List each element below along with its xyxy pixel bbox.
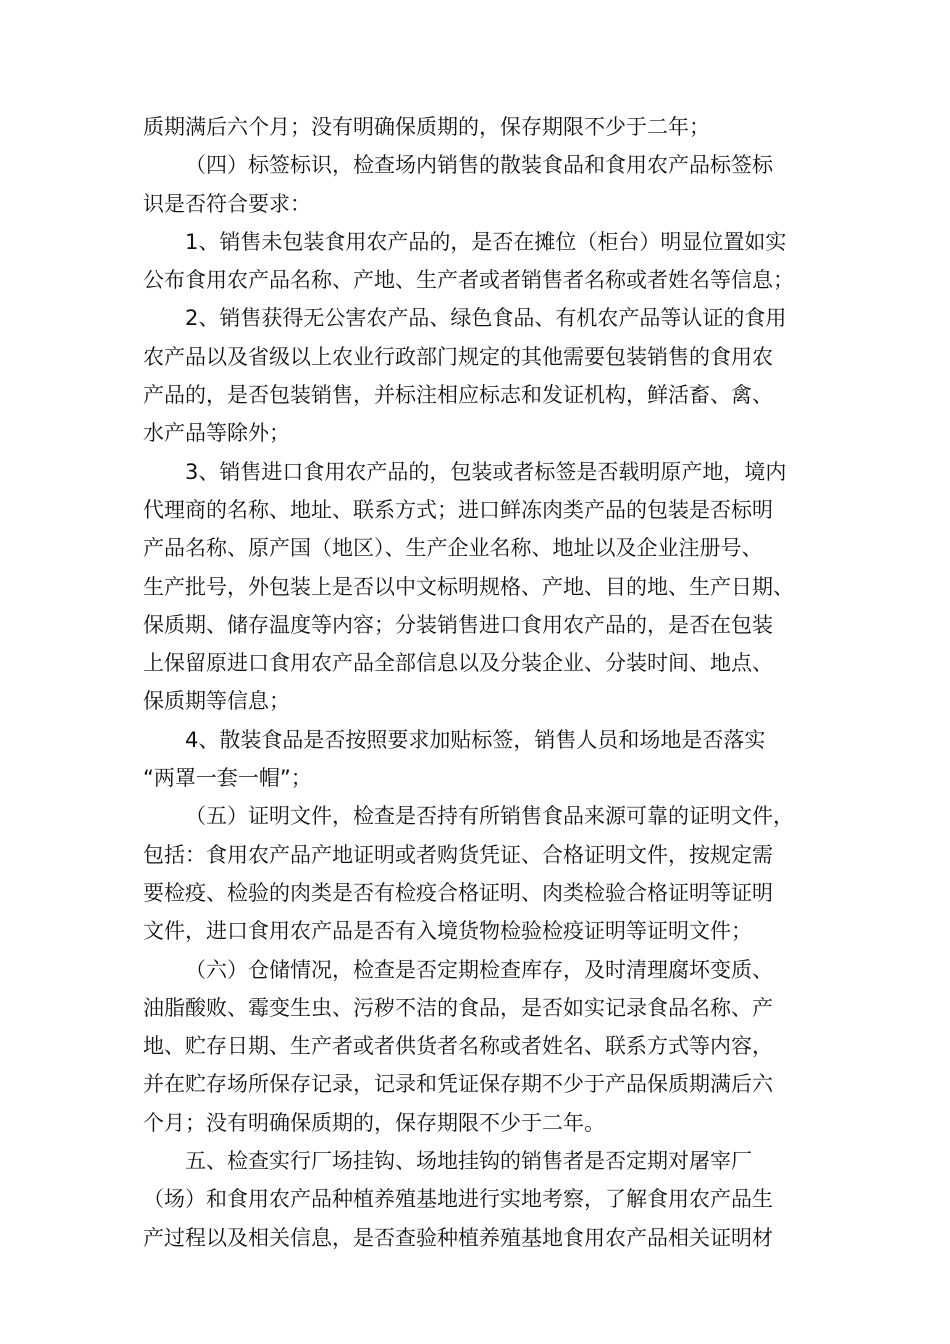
text-line: 上保留原进口食用农产品全部信息以及分装企业、分装时间、地点、 [143, 651, 773, 676]
text-line: 油脂酸败、霉变生虫、污秽不洁的食品，是否如实记录食品名称、产 [143, 995, 773, 1020]
list-item-line: 2、销售获得无公害农产品、绿色食品、有机农产品等认证的食用 [185, 306, 787, 331]
text-line: 地、贮存日期、生产者或者供货者名称或者姓名、联系方式等内容， [143, 1034, 773, 1059]
text-line: （场）和食用农产品种植养殖基地进行实地考察，了解食用农产品生 [143, 1187, 773, 1212]
text-line: 生产批号，外包装上是否以中文标明规格、产地、目的地、生产日期、 [143, 574, 794, 599]
text-line: 并在贮存场所保存记录，记录和凭证保存期不少于产品保质期满后六 [143, 1072, 773, 1097]
text-line: 质期满后六个月；没有明确保质期的，保存期限不少于二年； [143, 115, 710, 139]
section-heading-line: 五、检查实行厂场挂钩、场地挂钩的销售者是否定期对屠宰厂 [185, 1149, 752, 1174]
list-item-line: 4、散装食品是否按照要求加贴标签，销售人员和场地是否落实 [185, 727, 766, 752]
text-line: “两罩一套一帽”； [143, 766, 312, 791]
text-line: 产品的，是否包装销售，并标注相应标志和发证机构，鲜活畜、禽、 [143, 383, 773, 408]
section-heading-line: （五）证明文件，检查是否持有所销售食品来源可靠的证明文件， [185, 804, 794, 829]
text-line: 保质期、储存温度等内容；分装销售进口食用农产品的，是否在包装 [143, 612, 773, 637]
document-body [143, 108, 833, 1257]
text-line: 代理商的名称、地址、联系方式；进口鲜冻肉类产品的包装是否标明 [143, 497, 773, 522]
text-line: 个月；没有明确保质期的，保存期限不少于二年。 [143, 1110, 605, 1135]
text-line: 公布食用农产品名称、产地、生产者或者销售者名称或者姓名等信息； [143, 268, 794, 293]
section-heading-line: （四）标签标识，检查场内销售的散装食品和食用农产品标签标 [185, 153, 773, 178]
list-item-line: 1、销售未包装食用农产品的，是否在摊位（柜台）明显位置如实 [185, 229, 787, 254]
text-line: 识是否符合要求： [143, 191, 311, 216]
text-line: 产过程以及相关信息，是否查验种植养殖基地食用农产品相关证明材 [143, 1225, 773, 1250]
section-heading-line: （六）仓储情况，检查是否定期检查库存，及时清理腐坏变质、 [185, 957, 773, 982]
text-line: 要检疫、检验的肉类是否有检疫合格证明、肉类检验合格证明等证明 [143, 880, 773, 905]
text-line: 保质期等信息； [143, 689, 290, 714]
text-line: 水产品等除外； [143, 421, 290, 446]
text-line: 农产品以及省级以上农业行政部门规定的其他需要包装销售的食用农 [143, 344, 773, 369]
text-line: 包括：食用农产品产地证明或者购货凭证、合格证明文件，按规定需 [143, 842, 773, 867]
text-line: 产品名称、原产国（地区）、生产企业名称、地址以及企业注册号、 [143, 536, 763, 561]
text-line: 文件，进口食用农产品是否有入境货物检验检疫证明等证明文件； [143, 919, 752, 944]
list-item-line: 3、销售进口食用农产品的，包装或者标签是否载明原产地，境内 [185, 459, 787, 484]
